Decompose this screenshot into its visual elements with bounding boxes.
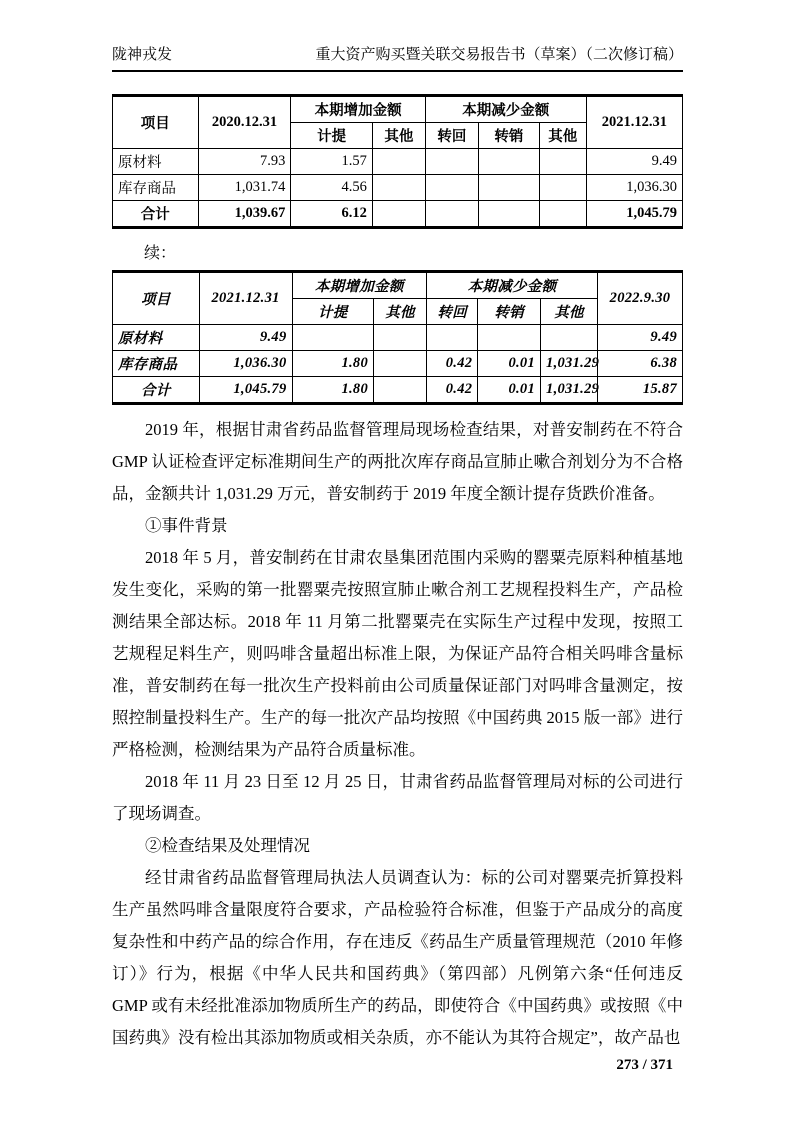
cell-increase-other <box>374 325 427 351</box>
table-header-row <box>113 272 683 299</box>
table-row-total <box>113 377 683 404</box>
col-header-reversal: 转回 <box>425 123 478 149</box>
cell-item: 库存商品 <box>113 175 199 201</box>
cell-increase-other <box>372 149 425 175</box>
cell-decrease-other <box>539 201 586 228</box>
cell-end: 1,036.30 <box>586 175 682 201</box>
sub-heading-event-background: ①事件背景 <box>145 516 228 535</box>
col-header-item: 项目 <box>113 272 200 325</box>
col-header-decrease-other: 其他 <box>541 299 598 325</box>
col-header-end-balance: 2021.12.31 <box>586 96 682 149</box>
cell-reversal: 0.42 <box>427 351 478 377</box>
header-left-title: 陇神戎发 <box>112 47 173 63</box>
table-row-raw-materials <box>113 325 683 351</box>
table-row-total <box>113 201 683 228</box>
cell-reversal <box>427 325 478 351</box>
cell-increase-other <box>372 201 425 228</box>
col-header-item: 项目 <box>113 96 199 149</box>
col-header-decrease-group: 本期减少金额 <box>425 96 586 123</box>
cell-writeoff <box>478 149 539 175</box>
continuation-label: 续： <box>144 245 177 262</box>
col-header-increase-group: 本期增加金额 <box>292 272 427 299</box>
cell-begin: 1,039.67 <box>198 201 291 228</box>
cell-writeoff <box>478 175 539 201</box>
cell-accrual: 1.80 <box>292 351 374 377</box>
cell-reversal <box>425 175 478 201</box>
page-number: 273 / 371 <box>616 1057 673 1073</box>
cell-increase-other <box>374 351 427 377</box>
paragraph-inspection-result: 经甘肃省药品监督管理局执法人员调查认为：标的公司对罂粟壳折算投料生产虽然吗啡含量限度符合要求，产品检验符合标准，但鉴于产品成分的高度复杂性和中药产品的综合作用，存在违反《药品生产质量管理规范（2010 年修订）》行为，根据《中华人民共和国药典》（第四部）凡例第六条“任何违反 GMP 或有未经批准添加物质所生产的药品，即使符合《中国药典》或按照《中国药典》没有检出其添加物质或相关杂质，亦不能认为其符合规定”，故产品也 <box>112 868 683 1047</box>
cell-begin: 1,036.30 <box>199 351 292 377</box>
inventory-provision-table-2021 <box>112 94 683 229</box>
cell-increase-other <box>372 175 425 201</box>
cell-end: 9.49 <box>586 149 682 175</box>
cell-end: 9.49 <box>598 325 683 351</box>
running-header <box>112 46 683 72</box>
col-header-writeoff: 转销 <box>478 299 541 325</box>
paragraph-onsite-investigation: 2018 年 11 月 23 日至 12 月 25 日，甘肃省药品监督管理局对标的公司进行了现场调查。 <box>112 772 683 823</box>
cell-writeoff: 0.01 <box>478 351 541 377</box>
cell-end: 1,045.79 <box>586 201 682 228</box>
cell-accrual: 1.80 <box>292 377 374 404</box>
cell-reversal <box>425 201 478 228</box>
col-header-decrease-other: 其他 <box>539 123 586 149</box>
cell-writeoff <box>478 201 539 228</box>
col-header-decrease-group: 本期减少金额 <box>427 272 598 299</box>
cell-begin: 1,045.79 <box>199 377 292 404</box>
cell-decrease-other <box>539 175 586 201</box>
cell-item: 库存商品 <box>113 351 200 377</box>
cell-decrease-other: 1,031.29 <box>541 351 598 377</box>
col-header-begin-balance: 2020.12.31 <box>198 96 291 149</box>
col-header-accrual: 计提 <box>292 299 374 325</box>
cell-reversal <box>425 149 478 175</box>
col-header-writeoff: 转销 <box>478 123 539 149</box>
cell-writeoff: 0.01 <box>478 377 541 404</box>
cell-decrease-other <box>539 149 586 175</box>
paragraph-provision-2019: 2019 年，根据甘肃省药品监督管理局现场检查结果，对普安制药在不符合 GMP 认证检查评定标准期间生产的两批次库存商品宣肺止嗽合剂划分为不合格品，金额共计 1,031.29 万元，普安制药于 2019 年度全额计提存货跌价准备。 <box>112 420 683 503</box>
paragraph-event-background: 2018 年 5 月，普安制药在甘肃农垦集团范围内采购的罂粟壳原料种植基地发生变化，采购的第一批罂粟壳按照宣肺止嗽合剂工艺规程投料生产，产品检测结果全部达标。2018 年 11 月第二批罂粟壳在实际生产过程中发现，按照工艺规程足料生产，则吗啡含量超出标准上限，为保证产品符合相关吗啡含量标准，普安制药在每一批次生产投料前由公司质量保证部门对吗啡含量测定，按照控制量投料生产。生产的每一批次产品均按照《中国药典 2015 版一部》进行严格检测，检测结果为产品符合质量标准。 <box>112 548 683 759</box>
cell-accrual: 6.12 <box>291 201 373 228</box>
cell-end: 15.87 <box>598 377 683 404</box>
cell-increase-other <box>374 377 427 404</box>
col-header-increase-group: 本期增加金额 <box>291 96 426 123</box>
cell-item: 原材料 <box>113 325 200 351</box>
cell-accrual: 1.57 <box>291 149 373 175</box>
cell-begin: 1,031.74 <box>198 175 291 201</box>
table-row-raw-materials <box>113 149 683 175</box>
cell-writeoff <box>478 325 541 351</box>
cell-reversal: 0.42 <box>427 377 478 404</box>
cell-decrease-other: 1,031.29 <box>541 377 598 404</box>
cell-item: 合计 <box>113 377 200 404</box>
table-header-row <box>113 96 683 123</box>
table-row-finished-goods <box>113 175 683 201</box>
cell-item: 合计 <box>113 201 199 228</box>
col-header-increase-other: 其他 <box>374 299 427 325</box>
col-header-reversal: 转回 <box>427 299 478 325</box>
col-header-increase-other: 其他 <box>372 123 425 149</box>
inventory-provision-table-2022 <box>112 270 683 405</box>
cell-accrual <box>292 325 374 351</box>
body-text <box>112 414 683 1054</box>
cell-accrual: 4.56 <box>291 175 373 201</box>
cell-decrease-other <box>541 325 598 351</box>
sub-heading-inspection-result: ②检查结果及处理情况 <box>145 836 310 855</box>
cell-begin: 9.49 <box>199 325 292 351</box>
header-right-title: 重大资产购买暨关联交易报告书（草案）（二次修订稿） <box>315 47 683 63</box>
col-header-end-balance: 2022.9.30 <box>598 272 683 325</box>
col-header-begin-balance: 2021.12.31 <box>199 272 292 325</box>
table-row-finished-goods <box>113 351 683 377</box>
cell-item: 原材料 <box>113 149 199 175</box>
cell-begin: 7.93 <box>198 149 291 175</box>
cell-end: 6.38 <box>598 351 683 377</box>
col-header-accrual: 计提 <box>291 123 373 149</box>
